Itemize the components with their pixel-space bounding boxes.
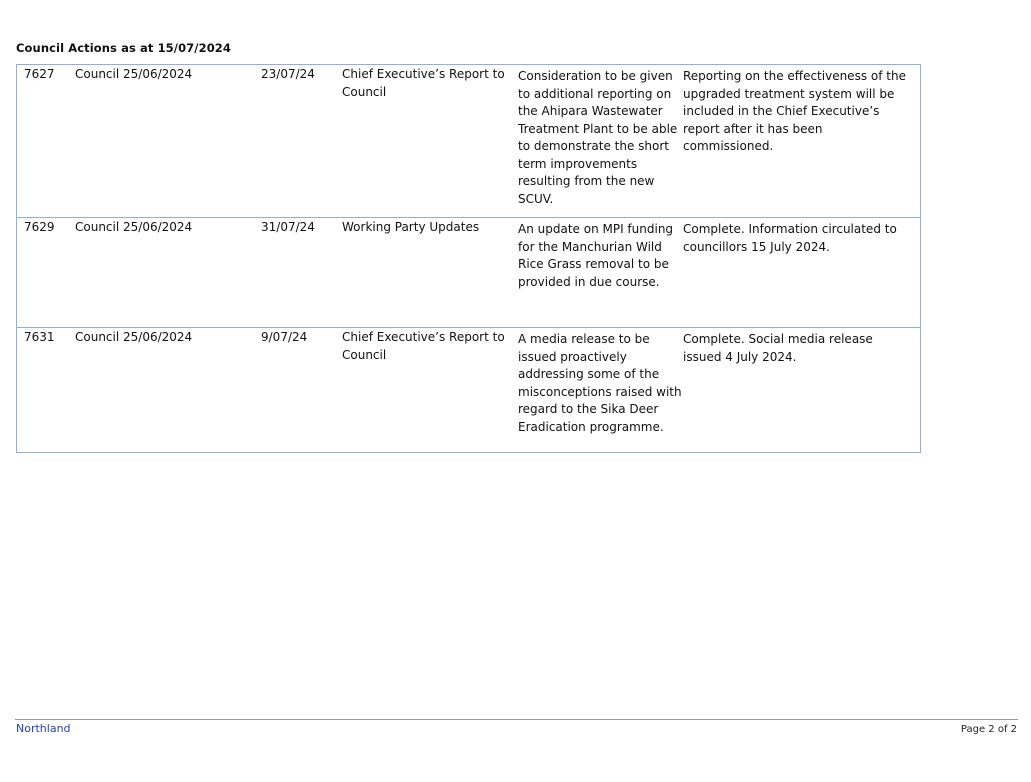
due-date-cell [261,328,342,453]
table-row [17,65,921,218]
topic: Chief Executive’s Report to Council [342,67,505,99]
action-text: An update on MPI funding for the Manchurian Wild Rice Grass removal to be provided in due course. [518,222,674,289]
due-date: 9/07/24 [261,330,308,344]
topic: Working Party Updates [342,220,480,234]
footer-divider [15,719,1018,720]
action-id: 7629 [24,220,55,234]
topic-cell [342,328,518,453]
action-cell [518,328,683,453]
meeting: Council 25/06/2024 [75,220,193,234]
due-date: 23/07/24 [261,67,315,81]
action-id-cell [17,328,76,453]
status-text: Complete. Information circulated to councillors 15 July 2024. [683,222,897,254]
page-number: Page 2 of 2 [960,724,1017,735]
action-text: Consideration to be given to additional reporting on the Ahipara Wastewater Treatment Plant to be able to demonstrate the short term improvements resulting from the new SCUV. [518,69,678,206]
status-cell [683,218,921,328]
action-cell [518,218,683,328]
due-date: 31/07/24 [261,220,315,234]
page-title: Council Actions as at 15/07/2024 [16,41,231,55]
meeting: Council 25/06/2024 [75,67,193,81]
action-id: 7627 [24,67,55,81]
table-row [17,218,921,328]
due-date-cell [261,65,342,218]
meeting-cell [75,218,261,328]
action-text: A media release to be issued proactively addressing some of the misconceptions raised with regard to the Sika Deer Eradication programme. [518,332,682,434]
status-cell [683,328,921,453]
due-date-cell [261,218,342,328]
footer-organisation: Northland [16,722,71,735]
topic-cell [342,65,518,218]
status-text: Reporting on the effectiveness of the upgraded treatment system will be included in the Chief Executive’s report after it has been commissioned. [683,69,906,153]
council-actions-table [16,64,921,453]
meeting-cell [75,328,261,453]
meeting-cell [75,65,261,218]
action-id-cell [17,65,76,218]
topic: Chief Executive’s Report to Council [342,330,505,362]
action-id: 7631 [24,330,55,344]
table-row [17,328,921,453]
meeting: Council 25/06/2024 [75,330,193,344]
topic-cell [342,218,518,328]
action-cell [518,65,683,218]
status-cell [683,65,921,218]
action-id-cell [17,218,76,328]
status-text: Complete. Social media release issued 4 July 2024. [683,332,873,364]
